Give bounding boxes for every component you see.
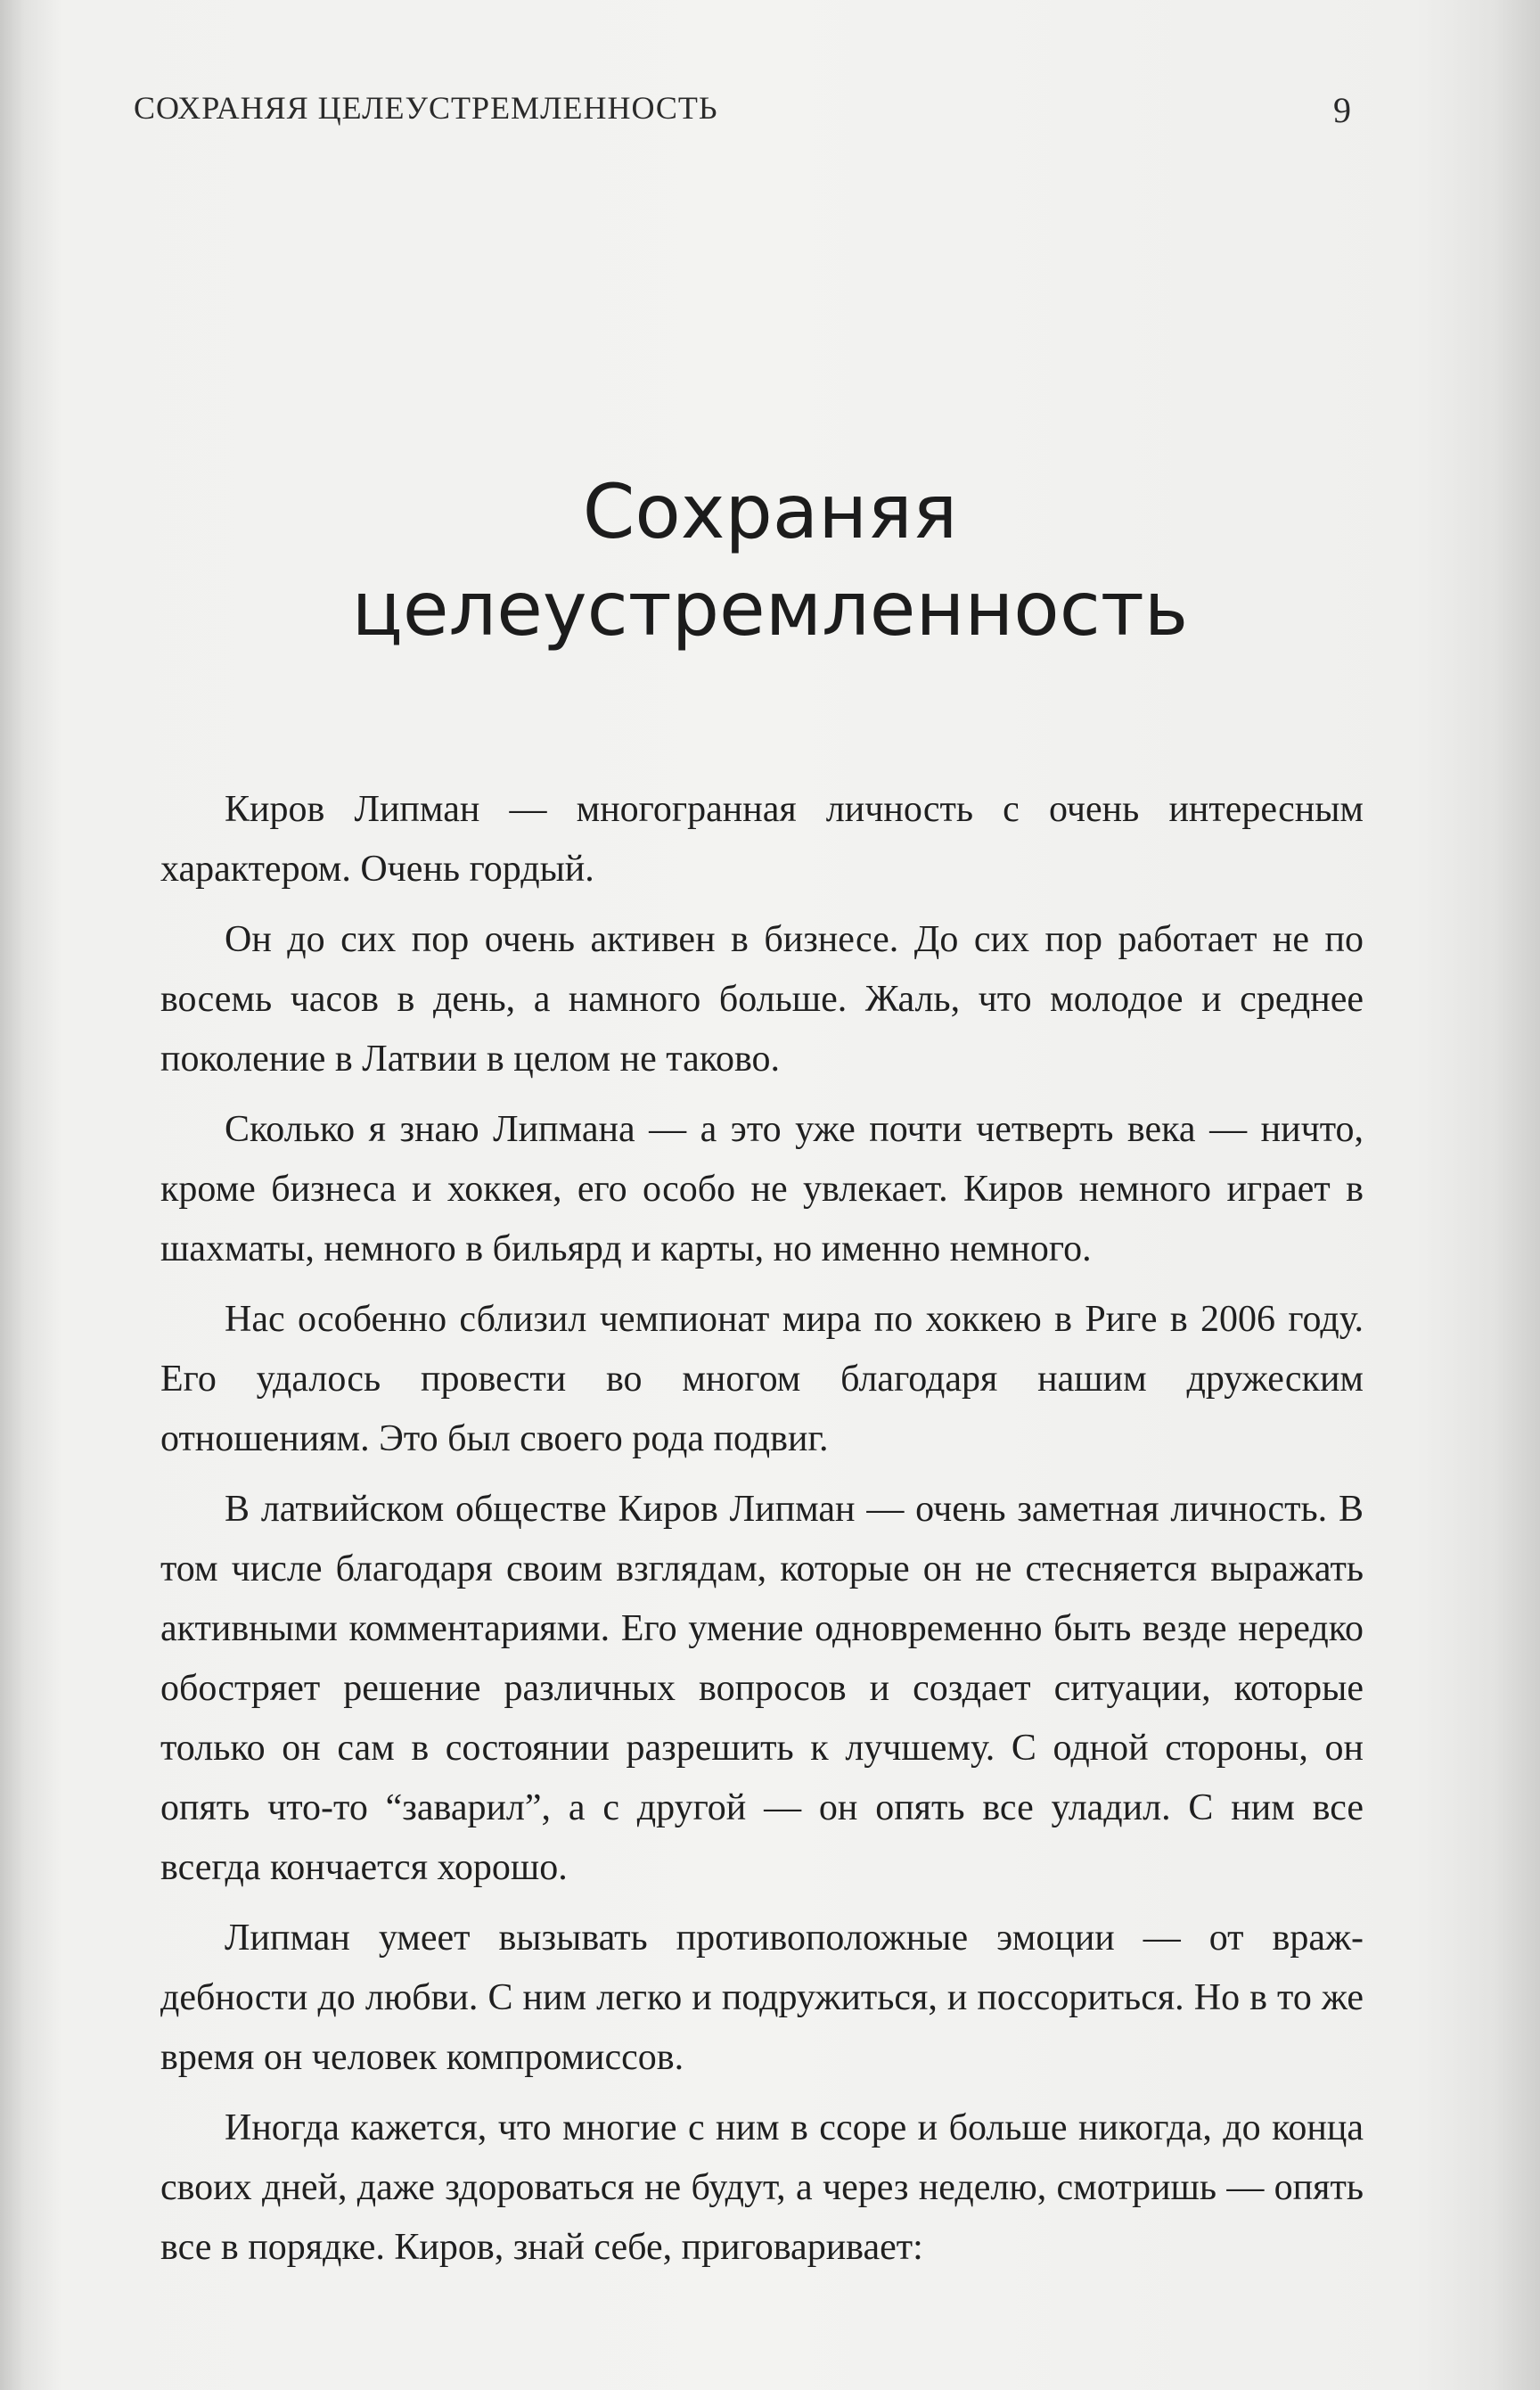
page-number: 9 <box>1333 90 1351 130</box>
paragraph: Киров Липман — многогранная личность с очень интересным характером. Очень гордый. <box>160 789 1364 890</box>
paragraph: В латвийском обществе Киров Липман — очень заметная личность. В том числе благодаря своим взглядам, которые он не стесняется выражать активными комментариями. Его умение одновременно быть везде нередко обостряет решение различных вопросов и создает ситуации, которые только он сам в состоянии разрешить к лучшему. С одной стороны, он опять что-то “заварил”, а с другой — он опять все уладил. С ним все всегда кончается хорошо. <box>160 1489 1364 1888</box>
body-text <box>160 780 1364 2288</box>
chapter-title-line-2: целеустремленность <box>351 565 1189 653</box>
running-head: СОХРАНЯЯ ЦЕЛЕУСТРЕМЛЕННОСТЬ <box>134 90 718 126</box>
paragraph: Он до сих пор очень активен в бизнесе. До сих пор работает не по восемь часов в день, а намного больше. Жаль, что молодое и среднее поколение в Латвии в целом не таково. <box>160 919 1364 1080</box>
paragraph: Липман умеет вызывать противоположные эмоции — от враждебности до любви. С ним легко и подружиться, и поссориться. Но в то же время он человек компромиссов. <box>160 1918 1364 2078</box>
chapter-title <box>0 464 1540 658</box>
chapter-title-line-1: Сохраняя <box>582 468 958 555</box>
paragraph: Сколько я знаю Липмана — а это уже почти четверть века — ничто, кроме бизнеса и хоккея, его особо не увлекает. Киров немного играет в шахматы, немного в бильярд и карты, но именно немного. <box>160 1109 1364 1269</box>
paragraph: Иногда кажется, что многие с ним в ссоре и больше никогда, до конца своих дней, даже здороваться не будут, а через неделю, смотришь — опять все в порядке. Киров, знай себе, приговаривает: <box>160 2107 1364 2268</box>
paragraph: Нас особенно сблизил чемпионат мира по хоккею в Риге в 2006 году. Его удалось провести во многом благодаря нашим дружеским отношениям. Это был своего рода подвиг. <box>160 1299 1364 1459</box>
